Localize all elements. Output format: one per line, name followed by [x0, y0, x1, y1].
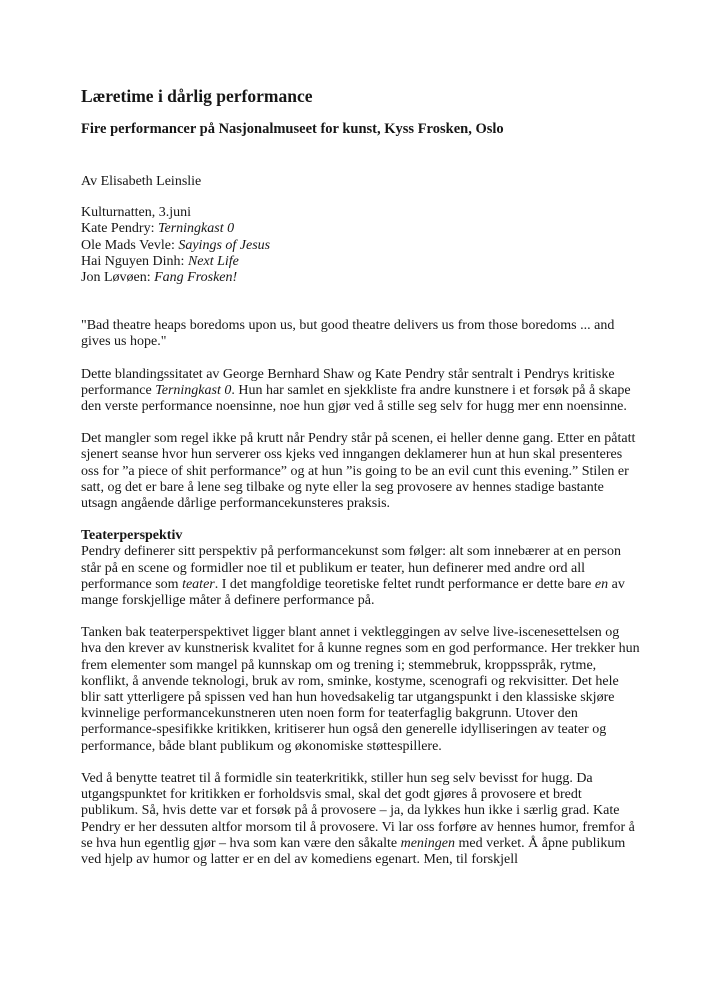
paragraph-tanken-bak: Tanken bak teaterperspektivet ligger blant annet i vektleggingen av selve live-iscenesettelsen og hva den krever av kunstnerisk kvalitet for å kunne regnes som en god performance. Her trekker hun frem elementer som mangel på kunnskap om og trening i; stemmebruk, kroppsspråk, rytme, konflikt, å anvende teknologi, bruk av rom, sminke, kostyme, scenografi og rekvisitter. Det hele blir satt ytterligere på spissen ved han hun hovedsakelig tar utgangspunkt i den klassiske skjøre kvinnelige performancekunstneren uten noen form for teaterfaglig bakgrunn. Utover den performance-spesifikke kritikken, kritiserer hun også den generelle idylliseringen av teater og performance, både blant publikum og økonomiske støttespillere. [81, 625, 640, 754]
credit-line-ole-mads-vevle: Ole Mads Vevle: Sayings of Jesus [81, 237, 271, 253]
credit-line-event-date: Kulturnatten, 3.juni [81, 205, 192, 221]
article-subtitle: Fire performancer på Nasjonalmuseet for kunst, Kyss Frosken, Oslo [81, 121, 504, 137]
opening-quote: "Bad theatre heaps boredoms upon us, but good theatre delivers us from those boredoms ... and gives us hope." [81, 318, 615, 350]
paragraph-blandingssitat: Dette blandingssitatet av George Bernhard Shaw og Kate Pendry står sentralt i Pendrys kritiske performance Terningkast 0. Hun har samlet en sjekkliste fra andre kunstnere i et forsøk på å skape den verste performance noensinne, noe hun gjør ved å stille seg selv for hugg mer enn noensinne. [81, 366, 631, 415]
performance-credit-list [81, 205, 641, 286]
paragraph-teaterperspektiv: Pendry definerer sitt perspektiv på performancekunst som følger: alt som innebærer at en person står på en scene og formidler noe til et publikum er teater, hun definerer med andre ord all performance som teater. I det mangfoldige teoretiske feltet rundt performance er dette bare en av mange forskjellige måter å definere performance på. [81, 544, 625, 609]
article-byline: Av Elisabeth Leinslie [81, 174, 202, 189]
article-title: Læretime i dårlig performance [81, 86, 313, 106]
paragraph-krutt: Det mangler som regel ikke på krutt når Pendry står på scenen, ei heller denne gang. Etter en påtatt sjenert seanse hvor hun serverer oss kjeks ved inngangen deklamerer hun at hun skal presenteres oss for ”a piece of shit performance” og at hun ”is going to be an evil cunt this evening.” Stilen er satt, og det er bare å lene seg tilbake og nyte eller la seg provosere av hennes stadige bastante utsagn angående dårlige performancekunsteres praksis. [81, 431, 636, 512]
paragraph-ved-a-benytte: Ved å benytte teatret til å formidle sin teaterkritikk, stiller hun seg selv bevisst for hugg. Da utgangspunktet for kritikken er forholdsvis smal, skal det godt gjøres å provosere et bredt publikum. Så, hvis dette var et forsøk på å provosere – ja, da lykkes hun ikke i særlig grad. Kate Pendry er her dessuten altfor morsom til å provosere. Vi lar oss forføre av hennes humor, fremfor å se hva hun egentlig gjør – hva som kan være den såkalte meningen med verket. Å åpne publikum ved hjelp av humor og latter er en del av komediens egenart. Men, til forskjell [81, 770, 635, 867]
credit-line-kate-pendry: Kate Pendry: Terningkast 0 [81, 221, 235, 237]
section-heading-teaterperspektiv: Teaterperspektiv [81, 528, 183, 544]
credit-line-hai-nguyen-dinh: Hai Nguyen Dinh: Next Life [81, 253, 239, 269]
credit-line-jon-lovoen: Jon Løvøen: Fang Frosken! [81, 270, 238, 286]
